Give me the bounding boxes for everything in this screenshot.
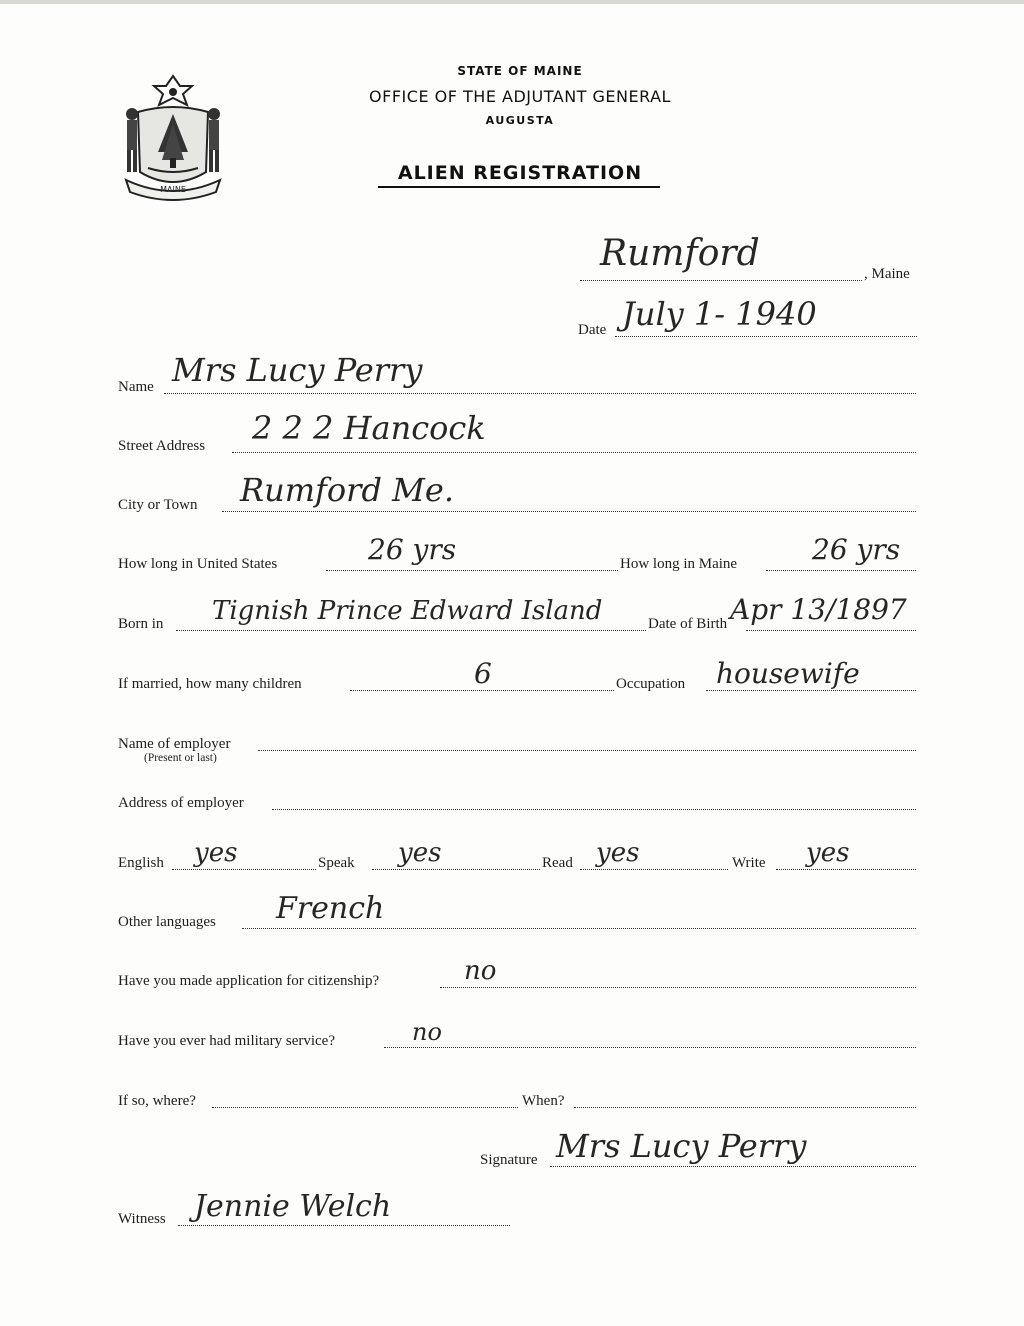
employer-name-line [258,750,916,751]
employer-name-label: Name of employer [118,736,231,752]
citizenship-field[interactable]: no [464,956,497,986]
citizenship-line [440,987,916,988]
english-label: English [118,855,164,871]
other-languages-line [242,928,916,929]
occupation-line [706,690,916,691]
occupation-field[interactable]: housewife [716,657,860,690]
read-line [580,869,728,870]
how-long-maine-field[interactable]: 26 yrs [812,533,901,566]
signature-line [550,1166,916,1167]
when-label: When? [522,1093,565,1109]
how-long-maine-line [766,570,916,571]
witness-label: Witness [118,1211,166,1227]
witness-line [178,1225,510,1226]
born-in-field[interactable]: Tignish Prince Edward Island [212,596,603,626]
employer-name-sublabel: (Present or last) [144,752,217,764]
write-field[interactable]: yes [806,838,850,868]
dob-label: Date of Birth [648,616,728,632]
employer-address-line [272,809,916,810]
place-line [580,280,862,281]
citizenship-label: Have you made application for citizenship? [118,973,380,989]
military-line [384,1047,916,1048]
how-long-us-line [326,570,618,571]
military-field[interactable]: no [412,1018,442,1046]
svg-text:MAINE: MAINE [160,185,186,194]
form-title: ALIEN REGISTRATION [397,162,643,184]
where-line [212,1107,518,1108]
children-field[interactable]: 6 [474,657,492,690]
city-heading: AUGUSTA [485,114,555,127]
born-in-line [176,630,646,631]
other-languages-field[interactable]: French [276,891,385,926]
date-label: Date [578,322,607,338]
where-label: If so, where? [118,1093,196,1109]
city-label: City or Town [118,497,198,513]
read-label: Read [542,855,573,871]
dob-field[interactable]: Apr 13/1897 [730,593,907,626]
witness-field[interactable]: Jennie Welch [194,1189,392,1224]
signature-label: Signature [480,1152,538,1168]
scan-edge [0,0,1024,4]
speak-line [372,869,540,870]
employer-address-label: Address of employer [118,795,244,811]
street-label: Street Address [118,438,206,454]
children-label: If married, how many children [118,676,302,692]
born-in-label: Born in [118,616,164,632]
how-long-us-label: How long in United States [118,556,278,572]
place-suffix: , Maine [864,266,910,282]
dob-line [746,630,916,631]
children-line [350,690,614,691]
date-field[interactable]: July 1- 1940 [622,295,817,333]
place-field[interactable]: Rumford [600,233,760,274]
street-field[interactable]: 2 2 2 Hancock [252,409,486,447]
speak-label: Speak [318,855,355,871]
write-label: Write [732,855,766,871]
state-heading: STATE OF MAINE [457,64,583,78]
english-field[interactable]: yes [194,838,238,868]
other-languages-label: Other languages [118,914,216,930]
english-line [172,869,316,870]
how-long-maine-label: How long in Maine [620,556,738,572]
state-seal-icon [118,72,228,202]
occupation-label: Occupation [616,676,686,692]
when-line [574,1107,916,1108]
name-field[interactable]: Mrs Lucy Perry [172,351,423,389]
write-line [776,869,916,870]
city-field[interactable]: Rumford Me. [240,471,454,509]
city-line [222,511,916,512]
street-line [232,452,916,453]
office-heading: OFFICE OF THE ADJUTANT GENERAL [369,87,671,106]
name-label: Name [118,379,154,395]
title-underline [378,186,660,188]
how-long-us-field[interactable]: 26 yrs [368,533,457,566]
read-field[interactable]: yes [596,838,640,868]
military-label: Have you ever had military service? [118,1033,335,1049]
name-line [164,393,916,394]
date-line [615,336,917,337]
signature-field[interactable]: Mrs Lucy Perry [556,1127,807,1165]
speak-field[interactable]: yes [398,838,442,868]
